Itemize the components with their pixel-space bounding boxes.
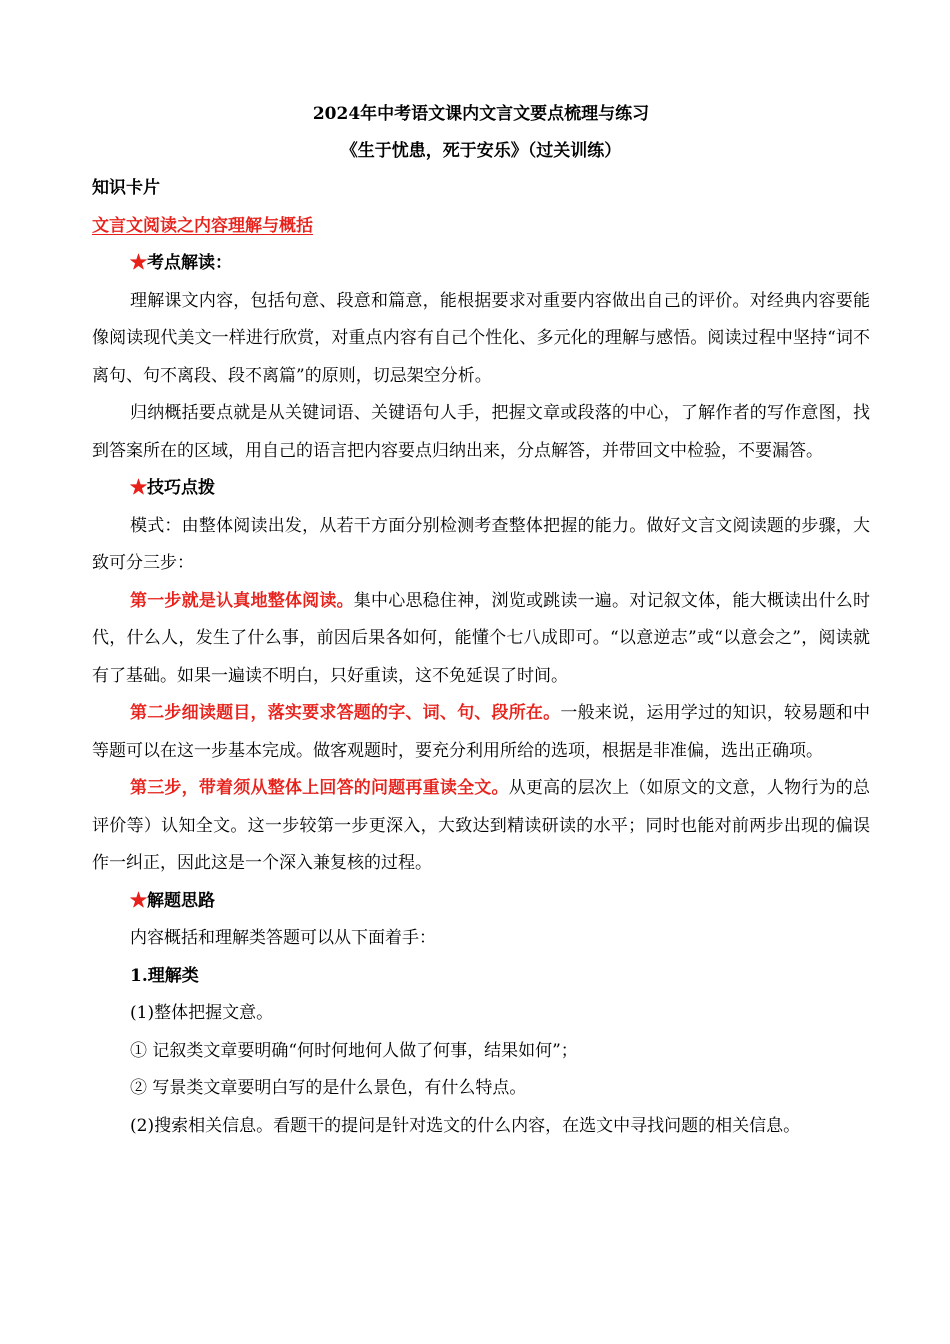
- approach-item-1: (1)整体把握文意。: [130, 1003, 274, 1023]
- step-3-emphasis: 第三步，带着须从整体上回答的问题再重读全文。: [130, 778, 509, 798]
- approach-item-1a: ① 记叙类文章要明确“何时何地何人做了何事，结果如何”；: [130, 1040, 578, 1061]
- section-heading-underlined: 内容理解与概括: [194, 215, 313, 236]
- step-3-text: 从更高的层次上（如原文的文意，人物行为的总评价等）认知全文。这一步较第一步更深入，大致达到精读研读的水平；同时也能对前两步出现的偏误作一纠正，因此这是一个深入兼复核的过程。: [92, 778, 871, 873]
- exam-points-heading-text: 考点解读：: [147, 253, 232, 273]
- document-page: [92, 96, 870, 1145]
- star-icon: ★: [130, 253, 147, 273]
- skills-step-1: [92, 583, 870, 696]
- section-heading: [92, 208, 870, 246]
- approach-subheading-1: 1.理解类: [130, 965, 199, 986]
- step-2-text: 一般来说，运用学过的知识，较易题和中等题可以在这一步基本完成。做客观题时，要充分利用所给的选项，根据是非准偏，选出正确项。: [92, 703, 871, 761]
- approach-heading: [92, 883, 870, 921]
- step-1-emphasis: 第一步就是认真地整体阅读。: [130, 590, 354, 611]
- approach-item-2: (2)搜索相关信息。看题干的提问是针对选文的什么内容，在选文中寻找问题的相关信息。: [130, 1115, 801, 1136]
- step-2-emphasis: 第二步细读题目，落实要求答题的字、词、句、段所在。: [130, 703, 561, 723]
- document-subtitle: 《生于忧患，死于安乐》（过关训练）: [340, 141, 622, 161]
- step-1-text: 集中心思稳住神，浏览或跳读一遍。对记叙文体，能大概读出什么时代，什么人，发生了什么事，前因后果各如何，能懂个七八成即可。“以意逆志”或“以意会之”，阅读就有了基础。如果一遍读不明白，只好重读，这不免延误了时间。: [92, 590, 871, 686]
- exam-points-paragraph-1: 理解课文内容，包括句意、段意和篇意，能根据要求对重要内容做出自己的评价。对经典内容要能像阅读现代美文一样进行欣赏，对重点内容有自己个性化、多元化的理解与感悟。阅读过程中坚持“词不离句、句不离段、段不离篇”的原则，切忌架空分析。: [92, 290, 870, 386]
- skills-step-3: [92, 770, 870, 883]
- skills-heading-text: 技巧点拨: [147, 478, 215, 498]
- exam-points-heading: [92, 245, 870, 283]
- skills-step-2: [92, 695, 870, 770]
- star-icon: ★: [130, 478, 147, 498]
- section-heading-prefix: 文言文阅读之: [92, 215, 194, 236]
- knowledge-card-label: 知识卡片: [92, 178, 160, 198]
- approach-heading-text: 解题思路: [147, 890, 215, 911]
- skills-heading: [92, 470, 870, 508]
- approach-intro: 内容概括和理解类答题可以从下面着手：: [130, 928, 436, 948]
- approach-item-1b: ② 写景类文章要明白写的是什么景色，有什么特点。: [130, 1078, 527, 1098]
- document-title: 2024年中考语文课内文言文要点梳理与练习: [312, 104, 650, 124]
- exam-points-paragraph-2: 归纳概括要点就是从关键词语、关键语句人手，把握文章或段落的中心，了解作者的写作意图，找到答案所在的区域，用自己的语言把内容要点归纳出来，分点解答，并带回文中检验，不要漏答。: [92, 403, 870, 461]
- star-icon: ★: [130, 890, 147, 911]
- skills-intro: 模式：由整体阅读出发，从若干方面分别检测考查整体把握的能力。做好文言文阅读题的步骤，大致可分三步：: [92, 515, 870, 573]
